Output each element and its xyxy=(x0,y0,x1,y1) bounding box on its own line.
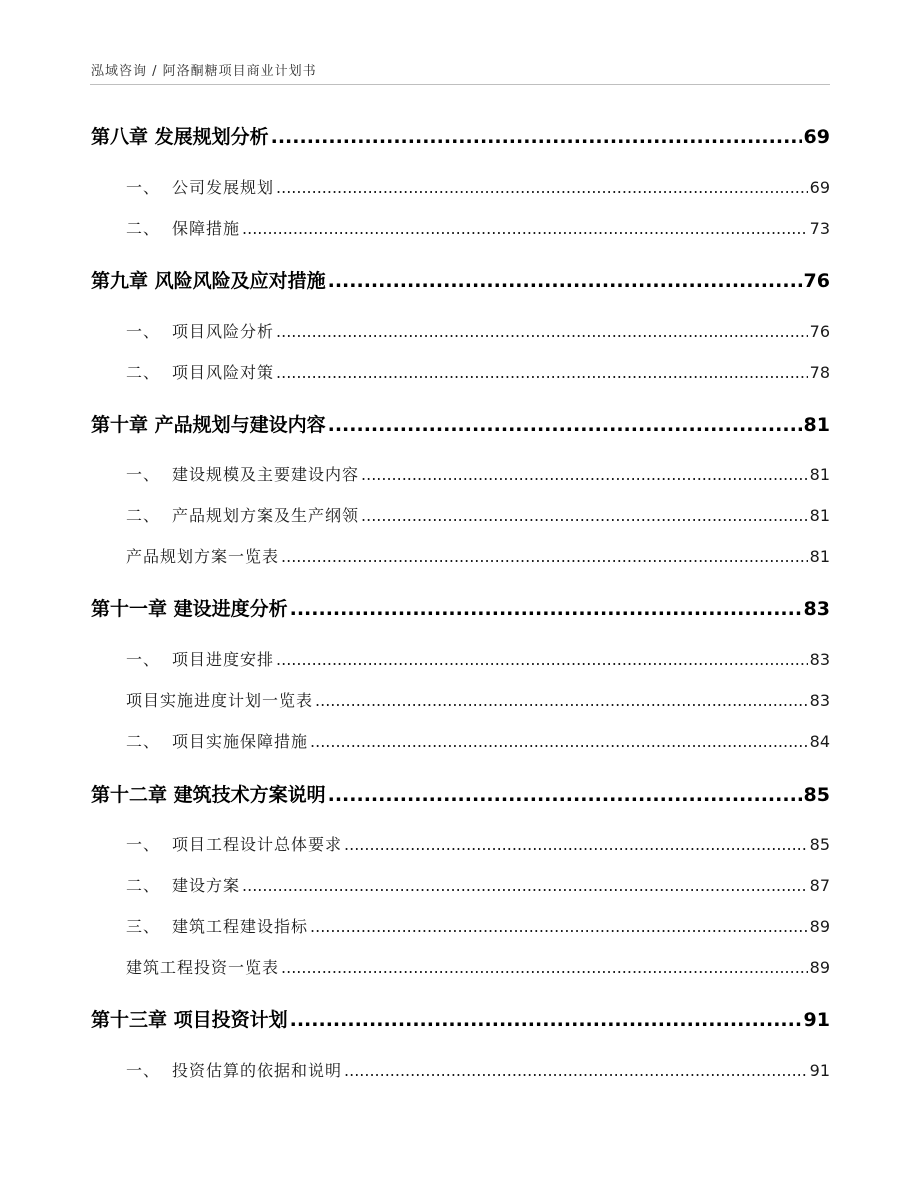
toc-chapter-entry[interactable] xyxy=(91,780,830,807)
toc-entry-title: 保障措施 xyxy=(172,219,241,238)
toc-dot-leader xyxy=(344,1061,808,1080)
toc-page-number: 85 xyxy=(803,784,830,806)
toc-dot-leader xyxy=(281,547,808,566)
toc-dot-leader xyxy=(271,126,802,148)
toc-page-number: 83 xyxy=(803,598,830,620)
toc-entry-label xyxy=(126,729,308,752)
toc-dot-leader xyxy=(361,506,808,525)
toc-entry-label xyxy=(126,503,359,526)
toc-section-entry[interactable] xyxy=(126,1058,830,1081)
toc-page-number: 87 xyxy=(809,876,830,895)
toc-dot-leader xyxy=(276,363,808,382)
toc-entry-number: 二、 xyxy=(126,363,161,382)
toc-entry-label xyxy=(91,410,326,437)
toc-entry-title: 第十二章 建筑技术方案说明 xyxy=(91,784,326,806)
toc-entry-title: 产品规划方案及生产纲领 xyxy=(172,506,360,525)
toc-section-entry[interactable] xyxy=(126,503,830,526)
toc-entry-number: 二、 xyxy=(126,732,161,751)
toc-section-entry[interactable] xyxy=(126,955,830,978)
toc-entry-title: 建筑工程投资一览表 xyxy=(126,958,280,977)
toc-entry-title: 项目实施进度计划一览表 xyxy=(126,691,314,710)
toc-dot-leader xyxy=(276,650,808,669)
toc-entry-title: 项目风险分析 xyxy=(172,322,275,341)
toc-section-entry[interactable] xyxy=(126,216,830,239)
toc-chapter-entry[interactable] xyxy=(91,266,830,293)
toc-page-number: 85 xyxy=(809,835,830,854)
toc-section-entry[interactable] xyxy=(126,688,830,711)
toc-entry-number: 二、 xyxy=(126,219,161,238)
toc-dot-leader xyxy=(315,691,808,710)
toc-entry-number: 一、 xyxy=(126,835,161,854)
toc-section-entry[interactable] xyxy=(126,462,830,485)
toc-entry-label xyxy=(126,462,359,485)
toc-entry-title: 第八章 发展规划分析 xyxy=(91,126,269,148)
toc-entry-label xyxy=(126,873,240,896)
toc-page-number: 91 xyxy=(809,1061,830,1080)
toc-entry-title: 建筑工程建设指标 xyxy=(172,917,309,936)
toc-entry-label xyxy=(126,544,279,567)
toc-entry-title: 第十三章 项目投资计划 xyxy=(91,1009,288,1031)
toc-page-number: 83 xyxy=(809,691,830,710)
toc-chapter-entry[interactable] xyxy=(91,410,830,437)
toc-entry-label xyxy=(126,360,274,383)
toc-entry-title: 项目进度安排 xyxy=(172,650,275,669)
toc-entry-title: 公司发展规划 xyxy=(172,178,275,197)
toc-dot-leader xyxy=(242,876,808,895)
toc-section-entry[interactable] xyxy=(126,832,830,855)
toc-entry-label xyxy=(91,122,269,149)
toc-dot-leader xyxy=(328,414,802,436)
toc-dot-leader xyxy=(344,835,808,854)
toc-dot-leader xyxy=(290,598,802,620)
toc-page-number: 81 xyxy=(809,465,830,484)
toc-page-number: 91 xyxy=(803,1009,830,1031)
toc-entry-number: 一、 xyxy=(126,322,161,341)
toc-section-entry[interactable] xyxy=(126,914,830,937)
toc-entry-title: 第九章 风险风险及应对措施 xyxy=(91,270,326,292)
toc-entry-label xyxy=(126,216,240,239)
toc-entry-title: 建设方案 xyxy=(172,876,241,895)
toc-entry-title: 投资估算的依据和说明 xyxy=(172,1061,343,1080)
toc-entry-number: 一、 xyxy=(126,465,161,484)
toc-dot-leader xyxy=(310,917,808,936)
toc-entry-title: 项目风险对策 xyxy=(172,363,275,382)
toc-page-number: 76 xyxy=(803,270,830,292)
toc-entry-label xyxy=(126,688,313,711)
toc-entry-number: 二、 xyxy=(126,506,161,525)
toc-chapter-entry[interactable] xyxy=(91,594,830,621)
toc-entry-label xyxy=(126,914,308,937)
toc-section-entry[interactable] xyxy=(126,175,830,198)
toc-page-number: 78 xyxy=(809,363,830,382)
toc-page-number: 84 xyxy=(809,732,830,751)
toc-chapter-entry[interactable] xyxy=(91,1005,830,1032)
toc-dot-leader xyxy=(281,958,808,977)
toc-page-number: 81 xyxy=(803,414,830,436)
toc-entry-title: 项目工程设计总体要求 xyxy=(172,835,343,854)
toc-entry-label xyxy=(126,955,279,978)
toc-entry-label xyxy=(126,1058,342,1081)
toc-page-number: 89 xyxy=(809,958,830,977)
toc-page-number: 81 xyxy=(809,547,830,566)
toc-entry-title: 第十一章 建设进度分析 xyxy=(91,598,288,620)
toc-entry-title: 产品规划方案一览表 xyxy=(126,547,280,566)
toc-page-number: 73 xyxy=(809,219,830,238)
toc-entry-label xyxy=(126,647,274,670)
toc-entry-number: 三、 xyxy=(126,917,161,936)
toc-dot-leader xyxy=(290,1009,802,1031)
toc-entry-number: 一、 xyxy=(126,650,161,669)
toc-dot-leader xyxy=(361,465,808,484)
toc-entry-label xyxy=(91,780,326,807)
toc-section-entry[interactable] xyxy=(126,873,830,896)
toc-entry-label xyxy=(91,1005,288,1032)
toc-page-number: 89 xyxy=(809,917,830,936)
toc-dot-leader xyxy=(276,178,808,197)
toc-section-entry[interactable] xyxy=(126,729,830,752)
toc-page-number: 81 xyxy=(809,506,830,525)
toc-dot-leader xyxy=(242,219,808,238)
toc-entry-title: 项目实施保障措施 xyxy=(172,732,309,751)
toc-entry-number: 二、 xyxy=(126,876,161,895)
toc-entry-label xyxy=(126,832,342,855)
toc-entry-number: 一、 xyxy=(126,1061,161,1080)
toc-page-number: 69 xyxy=(809,178,830,197)
toc-entry-label xyxy=(126,319,274,342)
toc-dot-leader xyxy=(276,322,808,341)
toc-entry-label xyxy=(91,594,288,621)
toc-chapter-entry[interactable] xyxy=(91,122,830,149)
toc-section-entry[interactable] xyxy=(126,647,830,670)
toc-entry-title: 建设规模及主要建设内容 xyxy=(172,465,360,484)
toc-entry-title: 第十章 产品规划与建设内容 xyxy=(91,414,326,436)
toc-page-number: 69 xyxy=(803,126,830,148)
toc-dot-leader xyxy=(328,270,802,292)
toc-entry-number: 一、 xyxy=(126,178,161,197)
running-header: 泓域咨询 / 阿洛酮糖项目商业计划书 xyxy=(91,64,317,79)
header-rule xyxy=(90,84,830,85)
toc-section-entry[interactable] xyxy=(126,319,830,342)
toc-section-entry[interactable] xyxy=(126,360,830,383)
toc-entry-label xyxy=(126,175,274,198)
toc-section-entry[interactable] xyxy=(126,544,830,567)
toc-dot-leader xyxy=(310,732,808,751)
toc-dot-leader xyxy=(328,784,802,806)
toc-entry-label xyxy=(91,266,326,293)
toc-page-number: 76 xyxy=(809,322,830,341)
toc-page-number: 83 xyxy=(809,650,830,669)
